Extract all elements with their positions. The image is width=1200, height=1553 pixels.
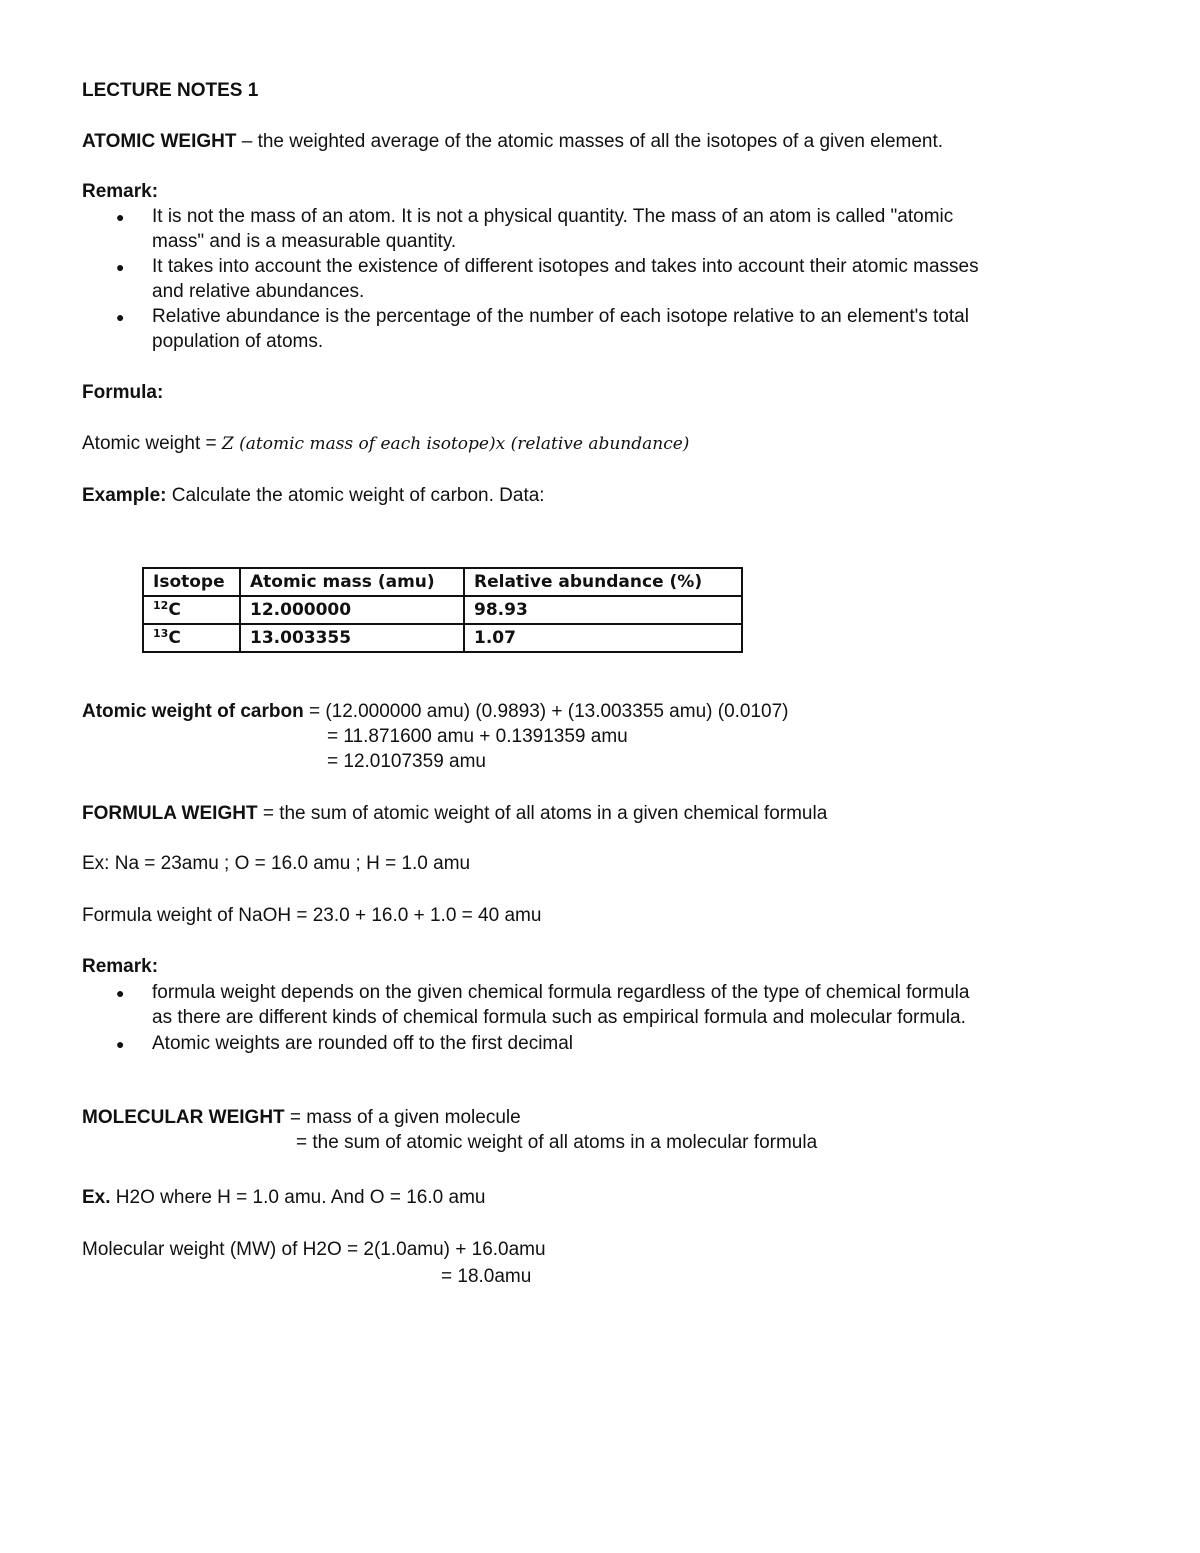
formula-weight-definition: FORMULA WEIGHT = the sum of atomic weight of all atoms in a given chemical formula bbox=[82, 803, 828, 824]
atomic-weight-definition: ATOMIC WEIGHT – the weighted average of the atomic masses of all the isotopes of a given element. bbox=[82, 131, 944, 152]
molecular-weight-calc-1: Molecular weight (MW) of H2O = 2(1.0amu) + 16.0amu bbox=[82, 1239, 546, 1260]
remark-label: Remark: bbox=[82, 956, 159, 977]
abundance-cell: 98.93 bbox=[464, 596, 742, 624]
formula-label: Formula: bbox=[82, 382, 164, 403]
table-header-row bbox=[143, 568, 742, 596]
table-header: Atomic mass (amu) bbox=[240, 568, 464, 596]
remark-item-cont: as there are different kinds of chemical formula such as empirical formula and molecular formula. bbox=[152, 1007, 966, 1028]
remark-label: Remark: bbox=[82, 181, 159, 202]
carbon-calc-line-3: = 12.0107359 amu bbox=[327, 751, 486, 772]
formula-expression: Z (atomic mass of each isotope)x (relative abundance) bbox=[221, 434, 690, 454]
formula-weight-calc: Formula weight of NaOH = 23.0 + 16.0 + 1.0 = 40 amu bbox=[82, 905, 542, 926]
remark-item: Relative abundance is the percentage of the number of each isotope relative to an element's total bbox=[152, 306, 969, 327]
atomic-weight-term: ATOMIC WEIGHT bbox=[82, 131, 237, 152]
bullet-icon: ● bbox=[116, 259, 125, 275]
bullet-icon: ● bbox=[116, 309, 125, 325]
table-row bbox=[143, 624, 742, 652]
example-line: Example: Calculate the atomic weight of carbon. Data: bbox=[82, 485, 545, 506]
isotope-table bbox=[142, 567, 743, 653]
remark-item: It is not the mass of an atom. It is not a physical quantity. The mass of an atom is called "atomic bbox=[152, 206, 954, 227]
carbon-calc-line-2: = 11.871600 amu + 0.1391359 amu bbox=[327, 726, 628, 747]
table-header: Isotope bbox=[143, 568, 240, 596]
table-row bbox=[143, 596, 742, 624]
remark-item-cont: mass" and is a measurable quantity. bbox=[152, 231, 457, 252]
mass-cell: 13.003355 bbox=[240, 624, 464, 652]
isotope-cell: $^{13}$C bbox=[143, 624, 240, 652]
formula-weight-term: FORMULA WEIGHT bbox=[82, 803, 258, 824]
table-header: Relative abundance (%) bbox=[464, 568, 742, 596]
remark-item: Atomic weights are rounded off to the first decimal bbox=[152, 1033, 574, 1054]
molecular-weight-calc-2: = 18.0amu bbox=[441, 1266, 532, 1287]
carbon-calc-line-1: Atomic weight of carbon = (12.000000 amu) (0.9893) + (13.003355 amu) (0.0107) bbox=[82, 701, 789, 722]
molecular-weight-term: MOLECULAR WEIGHT bbox=[82, 1107, 285, 1128]
molecular-weight-definition-2: = the sum of atomic weight of all atoms in a molecular formula bbox=[296, 1132, 818, 1153]
doc-title: LECTURE NOTES 1 bbox=[82, 80, 259, 101]
bullet-icon: ● bbox=[116, 209, 125, 225]
atomic-weight-formula: Atomic weight = Z (atomic mass of each isotope)x (relative abundance) bbox=[82, 433, 690, 454]
remark-item: It takes into account the existence of different isotopes and takes into account their atomic masses bbox=[152, 256, 979, 277]
remark-item-cont: and relative abundances. bbox=[152, 281, 365, 302]
bullet-icon: ● bbox=[116, 985, 125, 1001]
remark-item: formula weight depends on the given chemical formula regardless of the type of chemical formula bbox=[152, 982, 970, 1003]
mass-cell: 12.000000 bbox=[240, 596, 464, 624]
molecular-weight-definition: MOLECULAR WEIGHT = mass of a given molecule bbox=[82, 1107, 521, 1128]
remark-item-cont: population of atoms. bbox=[152, 331, 324, 352]
isotope-cell: $^{12}$C bbox=[143, 596, 240, 624]
abundance-cell: 1.07 bbox=[464, 624, 742, 652]
molecular-weight-example: Ex. H2O where H = 1.0 amu. And O = 16.0 amu bbox=[82, 1187, 486, 1208]
bullet-icon: ● bbox=[116, 1036, 125, 1052]
formula-weight-example: Ex: Na = 23amu ; O = 16.0 amu ; H = 1.0 amu bbox=[82, 853, 471, 874]
